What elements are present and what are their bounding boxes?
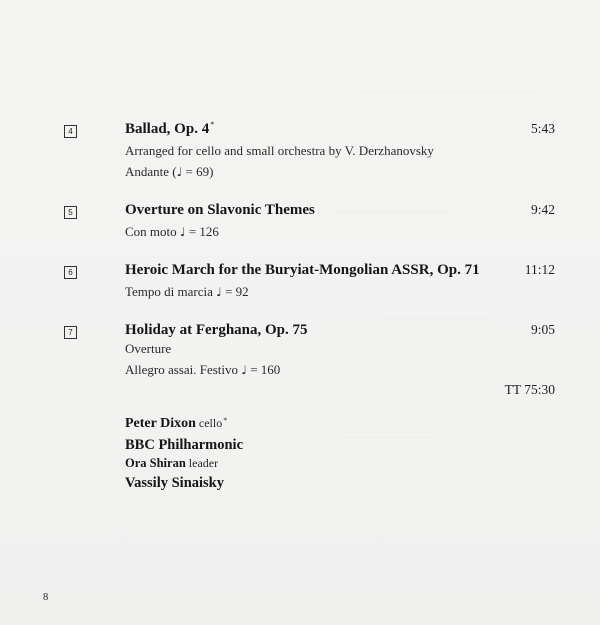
track-duration: 9:05 [530, 322, 555, 337]
credit-line [125, 416, 243, 437]
asterisk-mark: * [210, 120, 215, 129]
track-number-box: 4 [64, 125, 77, 138]
track-title: Ballad, Op. 4* [125, 120, 215, 137]
show-through-line [360, 92, 540, 93]
leader-name: Ora Shiran [125, 456, 186, 470]
track-title: Overture on Slavonic Themes [125, 202, 315, 218]
tempo-marking: Allegro assai. Festivo ♩ = 160 [125, 362, 281, 377]
show-through-line [345, 437, 435, 438]
track-subtitle: Arranged for cello and small orchestra by V. Derzhanovsky [125, 143, 434, 158]
track-number-box: 5 [64, 206, 77, 219]
track-title: Holiday at Ferghana, Op. 75 [125, 322, 308, 338]
track-number-box: 7 [64, 326, 77, 339]
show-through-line [380, 318, 490, 319]
quarter-note-icon: ♩ [179, 225, 186, 239]
quarter-note-icon: ♩ [216, 285, 222, 299]
track-duration: 11:12 [524, 262, 555, 277]
total-time: TT 75:30 [504, 382, 555, 397]
track-duration: 5:43 [530, 121, 555, 136]
quarter-note-icon: ♩ [176, 165, 183, 179]
credit-line [125, 456, 243, 475]
conductor-name: Vassily Sinaisky [125, 475, 225, 491]
tempo-marking: Andante (♩ = 69) [125, 164, 214, 179]
performer-credits [125, 416, 243, 495]
credit-line [125, 475, 243, 495]
page-number: 8 [43, 592, 49, 603]
performer-role: leader [188, 456, 219, 470]
credit-line [125, 437, 243, 456]
quarter-note-icon: ♩ [241, 363, 247, 377]
track-subtitle: Overture [125, 341, 172, 356]
performer-name: Peter Dixon [125, 416, 196, 431]
track-title: Heroic March for the Buryiat-Mongolian ASSR, Op. 71 [125, 262, 480, 278]
asterisk-mark: * [223, 416, 228, 425]
tempo-marking: Con moto ♩ = 126 [125, 224, 219, 239]
track-number-box: 6 [64, 266, 77, 279]
orchestra-name: BBC Philharmonic [125, 437, 244, 453]
track-duration: 9:42 [530, 202, 555, 217]
tempo-marking: Tempo di marcia ♩ = 92 [125, 284, 249, 299]
show-through-line [330, 212, 450, 213]
performer-role: cello* [198, 416, 228, 430]
